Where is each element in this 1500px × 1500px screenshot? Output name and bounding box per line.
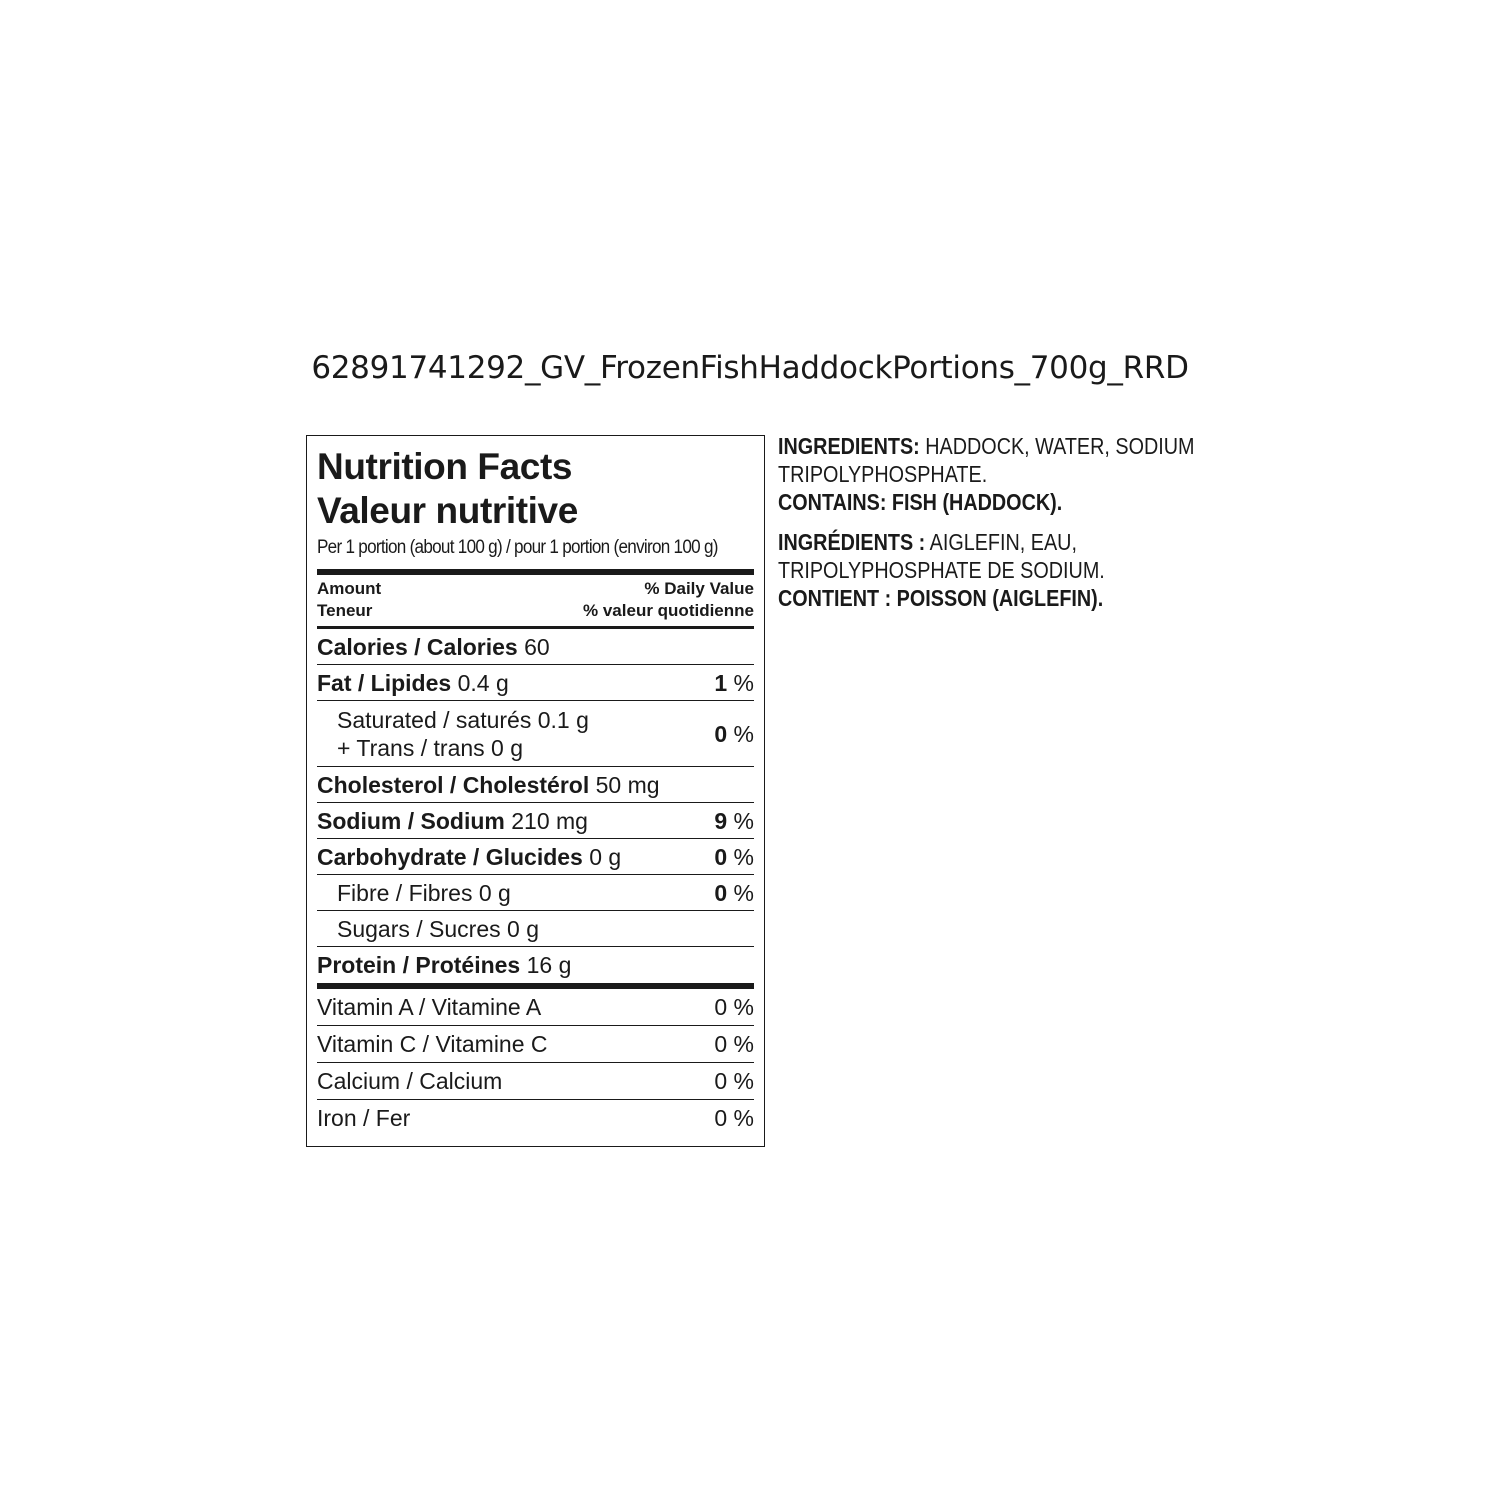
fibre-row (317, 875, 754, 911)
protein-row (317, 947, 754, 983)
carbohydrate-percent: 0 % (714, 843, 754, 870)
calcium-percent: 0 % (714, 1067, 754, 1094)
iron-percent: 0 % (714, 1105, 754, 1131)
sodium-percent: 9 % (714, 807, 754, 834)
fibre-label: Fibre / Fibres 0 g (337, 879, 511, 906)
header-row-en (317, 575, 754, 600)
amount-heading-fr: Teneur (317, 601, 373, 620)
ingredients-fr-line-2: TRIPOLYPHOSPHATE DE SODIUM. (778, 557, 1105, 583)
sugars-label: Sugars / Sucres 0 g (337, 915, 539, 942)
ingredients-fr-line-1: INGRÉDIENTS : AIGLEFIN, EAU, (778, 529, 1077, 555)
fat-label: Fat / Lipides 0.4 g (317, 669, 509, 696)
serving-size: Per 1 portion (about 100 g) / pour 1 portion (environ 100 g) (317, 537, 718, 558)
amount-heading-en: Amount (317, 579, 382, 598)
calories-label: Calories / Calories 60 (317, 633, 550, 660)
file-title: 62891741292_GV_FrozenFishHaddockPortions_700g_RRD (311, 350, 1189, 386)
calories-row (317, 629, 754, 665)
fat-row (317, 665, 754, 701)
daily-value-heading-fr: % valeur quotidienne (583, 601, 754, 620)
ingredients-en-line-2: TRIPOLYPHOSPHATE. (778, 461, 988, 487)
vitamin-c-label: Vitamin C / Vitamine C (317, 1030, 548, 1057)
nutrition-title-fr: Valeur nutritive (317, 490, 578, 531)
saturated-trans-row (317, 701, 754, 767)
nutrition-title-en: Nutrition Facts (317, 446, 573, 487)
saturated-percent: 0 % (714, 720, 754, 747)
ingredients-en-line-1: INGREDIENTS: HADDOCK, WATER, SODIUM (778, 433, 1195, 459)
cholesterol-row (317, 767, 754, 803)
vitamin-c-percent: 0 % (714, 1030, 754, 1057)
nutrition-facts-table (306, 435, 765, 1147)
protein-label: Protein / Protéines 16 g (317, 952, 572, 978)
saturated-trans-label: Saturated / saturés 0.1 g + Trans / trans 0 g (337, 706, 589, 761)
sodium-label: Sodium / Sodium 210 mg (317, 807, 588, 834)
carbohydrate-label: Carbohydrate / Glucides 0 g (317, 843, 622, 870)
contains-en: CONTAINS: FISH (HADDOCK). (778, 489, 1063, 515)
contains-fr: CONTIENT : POISSON (AIGLEFIN). (778, 585, 1104, 611)
iron-row (317, 1100, 754, 1137)
sugars-row (317, 911, 754, 947)
carbohydrate-row (317, 839, 754, 875)
calcium-row (317, 1063, 754, 1100)
fibre-percent: 0 % (714, 879, 754, 906)
iron-label: Iron / Fer (317, 1105, 411, 1131)
vitamin-a-row (317, 989, 754, 1026)
fat-percent: 1 % (714, 669, 754, 696)
vitamin-a-label: Vitamin A / Vitamine A (317, 993, 542, 1020)
sodium-row (317, 803, 754, 839)
vitamin-a-percent: 0 % (714, 993, 754, 1020)
cholesterol-label: Cholesterol / Cholestérol 50 mg (317, 771, 660, 798)
calcium-label: Calcium / Calcium (317, 1067, 503, 1094)
ingredients-panel (778, 432, 1218, 612)
header-row-fr (317, 600, 754, 626)
daily-value-heading-en: % Daily Value (644, 579, 754, 598)
vitamin-c-row (317, 1026, 754, 1063)
